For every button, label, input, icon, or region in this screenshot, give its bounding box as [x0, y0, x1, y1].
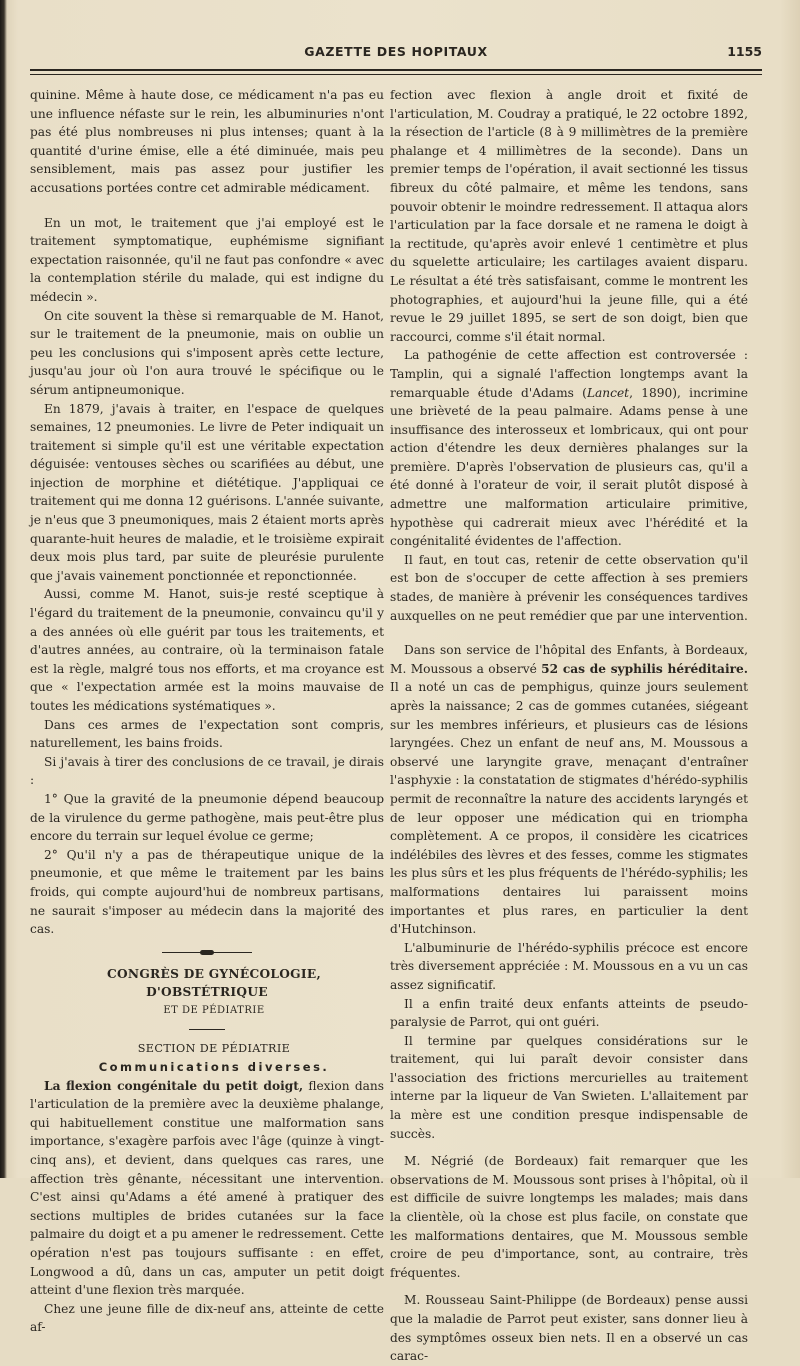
- left-column: [30, 86, 384, 1337]
- journal-title: Lancet: [586, 385, 630, 400]
- running-title: GAZETTE DES HOPITAUX: [304, 44, 488, 59]
- section-heading: SECTION DE PÉDIATRIE: [137, 1041, 291, 1055]
- paragraph: On cite souvent la thèse si remarquable de M. Hanot, sur le traitement de la pneumonie, mais on oublie un peu les conclusions qui s'imposent après cette lecture, jusqu'au jour où l'on aura trouvé le spécifique ou le sérum antipneumonique.: [30, 308, 384, 397]
- paragraph: En 1879, j'avais à traiter, en l'espace de quelques semaines, 12 pneumonies. Le livre de Peter indiquait un traitement si simple qu'il est une véritable expectation déguisée: ventouses sèches ou scarifiées au début, une injection de morphine et diététique. J'appliquai ce traitement qui me donna 12 guérisons. L'année suivante, je n'eus que 3 pneumoniques, mais 2 étaient morts après quarante-huit heures de maladie, et le troisième expirait deux mois plus tard, par suite de pleurésie purulente que j'avais vainement ponctionnée et reponctionnée.: [30, 401, 384, 583]
- paragraph: Si j'avais à tirer des conclusions de ce travail, je dirais :: [30, 754, 384, 788]
- right-column: [390, 86, 748, 1366]
- paragraph: Chez une jeune fille de dix-neuf ans, atteinte de cette af-: [30, 1301, 384, 1335]
- congress-subheading: ET DE PÉDIATRIE: [163, 1004, 265, 1016]
- paragraph: Il a enfin traité deux enfants atteints de pseudo-paralysie de Parrot, qui ont guéri.: [390, 996, 748, 1030]
- book-spine-edge: [0, 0, 7, 1178]
- paragraph: [30, 1077, 384, 1300]
- paragraph: Il faut, en tout cas, retenir de cette observation qu'il est bon de s'occuper de cette affection à ses premiers stades, de manière à prévenir les conséquences tardives auxquelles on ne peut remédier que par une intervention.: [390, 552, 748, 623]
- paragraph-text: Il a noté un cas de pemphigus, quinze jours seulement après la naissance; 2 cas de gommes cutanées, siégeant sur les membres inférieurs, et plusieurs cas de lésions laryngées. Chez un enfant de neuf ans, M. Moussous a observé une laryngite grave, menaçant d'entraîner l'asphyxie : la constatation de stigmates d'hérédo-syphilis permit de reconnaître la nature des accidents laryngés et de leur opposer une médication qui en triompha complètement. A ce propos, il considère les cicatrices indélébiles des lèvres et des fesses, comme les stigmates les plus sûrs et les plus fréquents de l'hérédo-syphilis; les malformations dentaires lui paraissent moins importantes et plus rares, en particulier la dent d'Hutchinson.: [390, 680, 748, 937]
- section-ornament-divider: [162, 949, 252, 957]
- section-subheading: Communications diverses.: [98, 1060, 330, 1075]
- paragraph-text: Dans son service de l'hôpital des Enfants, à Bordeaux, M. Moussous a observé: [390, 643, 748, 676]
- paragraph-bold: 52 cas de syphilis héréditaire.: [541, 661, 748, 676]
- page-number: 1155: [727, 44, 762, 59]
- paragraph-lead-bold: La flexion congénitale du petit doigt,: [44, 1078, 304, 1093]
- paragraph: En un mot, le traitement que j'ai employé est le traitement symptomatique, euphémisme signifiant expectation raisonnée, qu'il ne faut pas confondre « avec la contemplation stérile du malade, qui est indigne du médecin ».: [30, 215, 384, 304]
- paragraph: 1° Que la gravité de la pneumonie dépend beaucoup de la virulence du germe pathogène, mais peut-être plus encore du terrain sur lequel évolue ce germe;: [30, 791, 384, 844]
- paragraph: M. Rousseau Saint-Philippe (de Bordeaux) pense aussi que la maladie de Parrot peut exister, sans donner lieu à des symptômes osseux bien nets. Il en a observé un cas carac-: [390, 1293, 748, 1364]
- paragraph: [390, 641, 748, 939]
- paragraph: M. Négrié (de Bordeaux) fait remarquer que les observations de M. Moussous sont prises à l'hôpital, où il est difficile de suivre longtemps les malades; mais dans la clientèle, où la chose est plus facile, on constate que les malformations dentaires, que M. Moussous semble croire de peu d'importance, sont, au contraire, très fréquentes.: [390, 1154, 748, 1280]
- header-rule-thick: [30, 69, 762, 71]
- paragraph: quinine. Même à haute dose, ce médicament n'a pas eu une influence néfaste sur le rein, les albuminuries n'ont pas été plus nombreuses ni plus intenses; quant à la quantité d'urine émise, elle a été diminuée, mais peu sensiblement, mais pas assez pour justifier les accusations portées contre cet admirable médicament.: [30, 88, 384, 195]
- paragraph: fection avec flexion à angle droit et fixité de l'articulation, M. Coudray a pratiqué, le 22 octobre 1892, la résection de l'article (8 à 9 millimètres de la première phalange et 4 millimètres de la seconde). Dans un premier temps de l'opération, il avait sectionné les tissus fibreux du côté palmaire, et même les tendons, sans pouvoir obtenir le moindre redressement. Il attaqua alors l'articulation par la face dorsale et ne ramena le doigt à la rectitude, qu'après avoir enlevé 1 centimètre et plus du squelette articulaire; les cartilages avaient disparu. Le résultat a été très satisfaisant, comme le montrent les photographies, et aujourd'hui la jeune fille, qui a été revue le 29 juillet 1895, se sert de son doigt, bien que raccourci, comme s'il était normal.: [390, 88, 748, 344]
- paragraph: Il termine par quelques considérations sur le traitement, qui lui paraît devoir consister dans l'association des frictions mercurielles au traitement interne par la liqueur de Van Swieten. L'allaitement par la mère est une condition presque indispensable de succès.: [390, 1033, 748, 1141]
- paragraph: Dans ces armes de l'expectation sont compris, naturellement, les bains froids.: [30, 717, 384, 751]
- paragraph: 2° Qu'il n'y a pas de thérapeutique unique de la pneumonie, et que même le traitement par les bains froids, qui compte aujourd'hui de nombreux partisans, ne saurait s'imposer au médecin dans la majorité des cas.: [30, 847, 384, 937]
- paragraph-text: La pathogénie de cette affection est controversée : Tamplin, qui a signalé l'affection longtemps avant la remarquable étude d'Adams (: [390, 348, 748, 400]
- paragraph-text: flexion dans l'articulation de la première avec la deuxième phalange, qui habituellement constitue une malformation sans importance, s'exagère parfois avec l'âge (quinze à vingt-cinq ans), et devient, dans quelques cas rares, une affection très gênante, nécessitant une intervention. C'est ainsi qu'Adams a été amené à pratiquer des sections multiples de brides cutanées sur la face palmaire du doigt et a pu amener le redressement. Cette opération n'est pas toujours suffisante : en effet, Longwood a dû, dans un cas, amputer un petit doigt atteint d'une flexion très marquée.: [30, 1078, 384, 1298]
- paragraph: L'albuminurie de l'hérédo-syphilis précoce est encore très diversement appréciée : M. Moussous en a vu un cas assez significatif.: [390, 940, 748, 992]
- paragraph: [390, 346, 748, 551]
- paragraph-text: , 1890), incrimine une brièveté de la peau palmaire. Adams pense à une insuffisance des interosseux et lombricaux, qui ont pour action d'étendre les deux dernières phalanges sur la première. D'après l'observation de plusieurs cas, qu'il a été donné à l'orateur de voir, il serait plutôt disposé à admettre une malformation articulaire primitive, hypothèse qui cadrerait mieux avec l'hérédité et la congénitalité évidentes de l'affection.: [390, 385, 748, 549]
- page-header: [30, 44, 762, 64]
- paragraph: Aussi, comme M. Hanot, suis-je resté sceptique à l'égard du traitement de la pneumonie, convaincu qu'il y a des années où elle guérit par tous les traitements, et d'autres années, au contraire, où la terminaison fatale est la règle, malgré tous nos efforts, et ma croyance est que « l'expectation armée est la moins mauvaise de toutes les médications systématiques ».: [30, 587, 384, 713]
- header-rule-thin: [30, 74, 762, 75]
- congress-heading: CONGRÈS DE GYNÉCOLOGIE, D'OBSTÉTRIQUE: [106, 966, 321, 1000]
- short-divider: [189, 1029, 225, 1030]
